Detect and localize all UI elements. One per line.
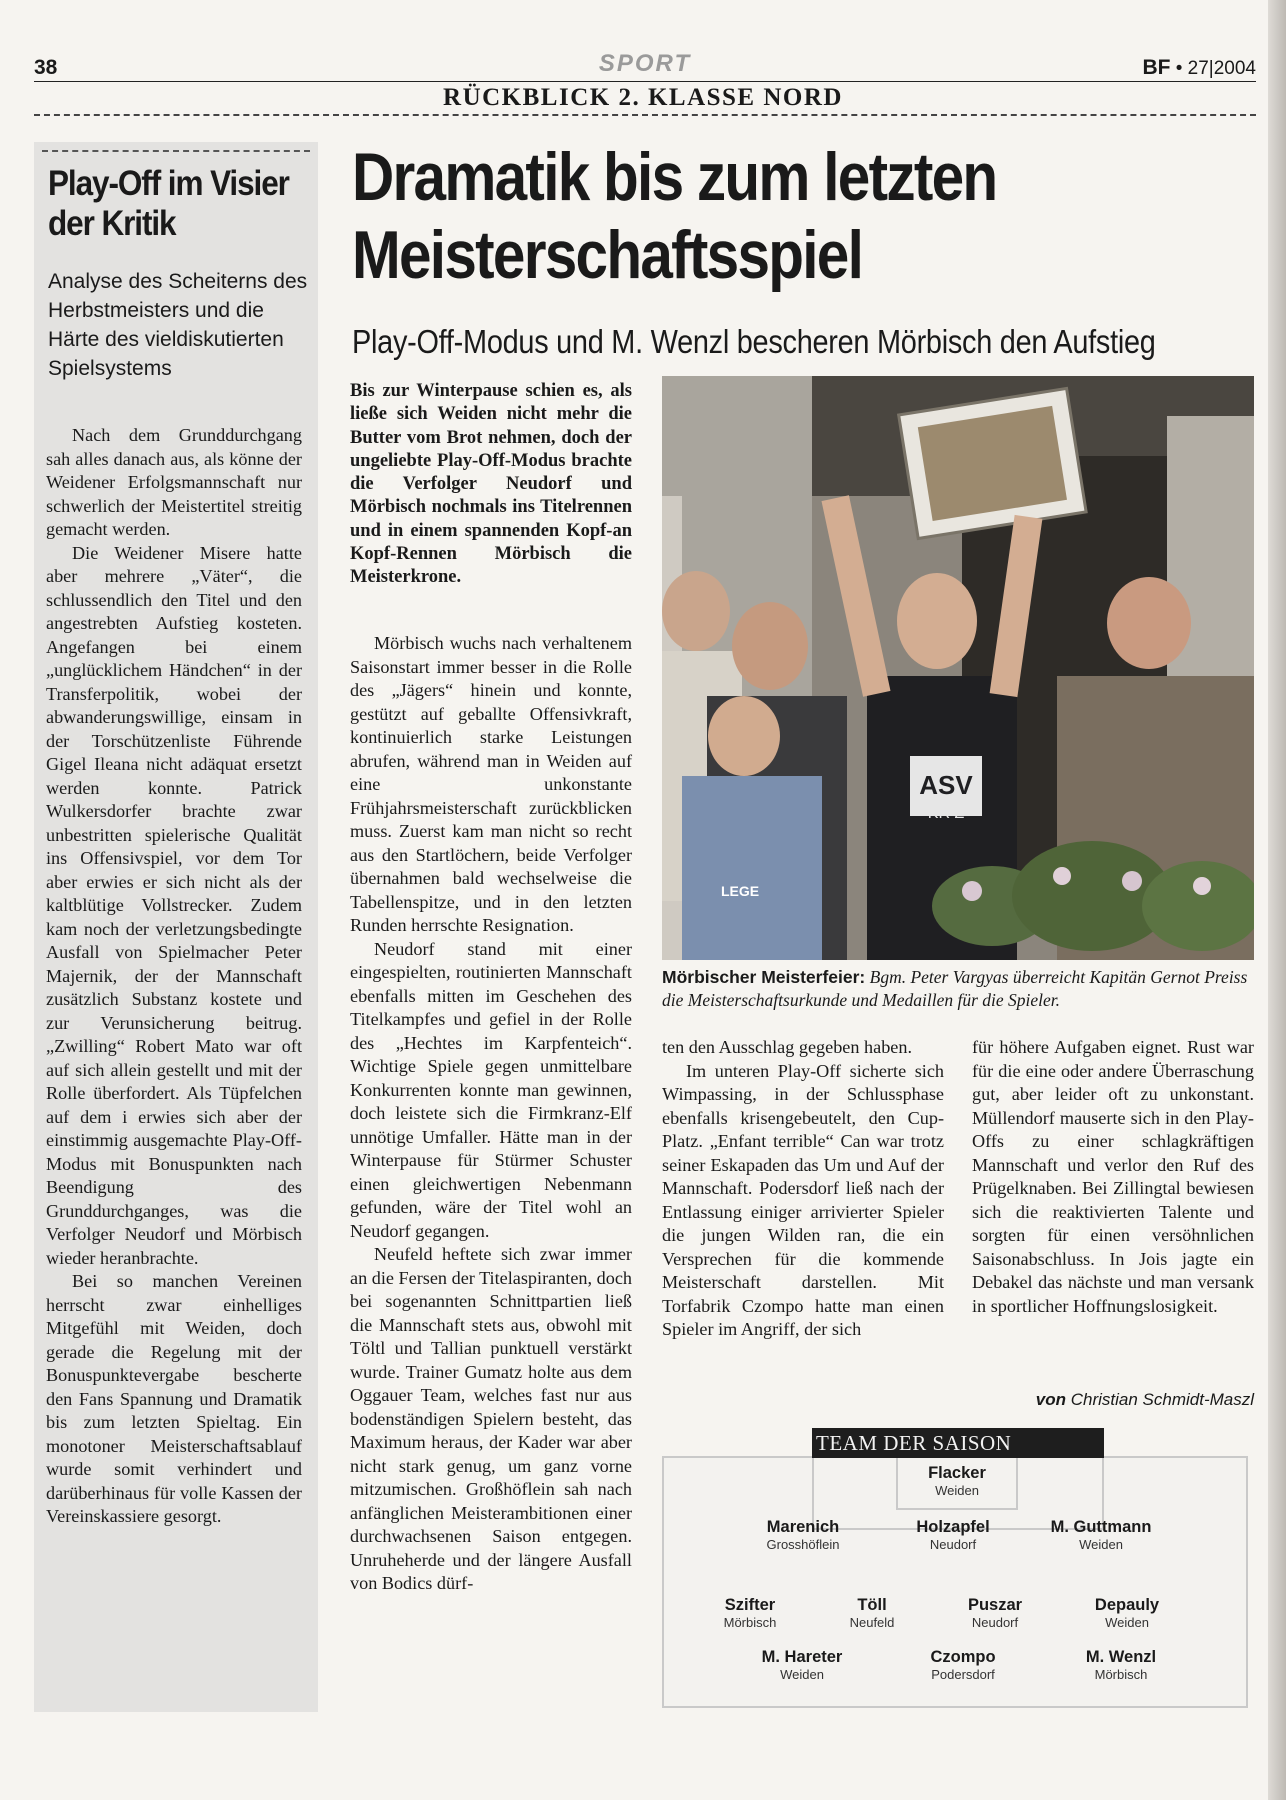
player-name: M. Guttmann [1050,1518,1152,1536]
player-club: Mörbisch [1094,1667,1148,1682]
article-paragraph: ten den Ausschlag gegeben haben. [662,1037,912,1057]
article-column-2 [662,1036,944,1342]
issue-number: 27|2004 [1187,58,1256,79]
caption-bold: Mörbischer Meisterfeier: [662,967,866,987]
article-byline [980,1390,1254,1410]
player-club: Neudorf [971,1615,1019,1630]
player-entry [728,1518,878,1553]
player-entry [1046,1648,1196,1683]
photo-caption [662,966,1254,1012]
player-club: Weiden [1079,1537,1123,1552]
sidebar-body [46,424,302,1529]
article-paragraph: Mörbisch wuchs nach verhaltenem Saisonstart immer besser in die Rolle des „Jägers“ hinein und konnte, gestützt auf geballte Offensivkraft, kontinuierlich starke Leistungen abrufen, während man in Weiden auf eine unkonstante Frühjahrsmeisterschaft zurückblicken muss. Zuerst kam man nicht so recht aus den Startlöchern, beide Verfolger übernahmen bald wechselweise die Tabellenspitze, und in den letzten Runden herrschte Resignation. [350,633,632,935]
sidebar-dashed-rule [42,150,310,152]
player-entry [1026,1518,1176,1553]
player-name: Holzapfel [916,1518,990,1536]
sidebar-paragraph: Nach dem Grunddurchgang sah alles danach aus, als könne der Weidener Erfolgsmannschaft nur schwerlich der Meistertitel streitig gemacht werden. [46,425,302,539]
article-paragraph: für höhere Aufgaben eignet. Rust war für die eine oder andere Überraschung gut, aber leider oft zu unkonstant. Müllendorf mauserte sich in den Play-Offs zu einer schlagkräftigen Mannschaft und verlor den Ruf des Prügelknaben. Bei Zillingtal bewiesen sich die reaktivierten Talente und sorgten für einen versöhnlichen Saisonabschluss. In Jois jagte ein Debakel das nächste und man versank in sportlicher Hoffnungslosigkeit. [972,1037,1254,1316]
player-club: Neudorf [929,1537,977,1552]
player-entry [888,1648,1038,1683]
player-name: Depauly [1094,1596,1160,1614]
player-entry [727,1648,877,1683]
page-edge-shadow [1268,0,1286,1800]
sidebar-title: Play-Off im Visier der Kritik [48,164,289,243]
byline-author: Christian Schmidt-Maszl [1070,1390,1254,1409]
publication-issue: BF • 27|2004 [1142,56,1256,79]
publication-name: BF [1142,56,1171,79]
article-subheadline: Play-Off-Modus und M. Wenzl bescheren Mörbisch den Aufstieg [352,323,1156,360]
section-name: SPORT [598,50,692,77]
sidebar-paragraph: Bei so manchen Vereinen herrscht zwar einhelliges Mitgefühl mit Weiden, doch gerade die Regelung mit der Bonuspunktevergabe bescherte den Fans Spannung und Dramatik bis zum letzten Spieltag. Ein monotoner Meisterschaftsablauf wurde somit verhindert und darüberhinaus für volle Kassen der Vereinskassiere gesorgt. [46,1271,302,1526]
article-lead: Bis zur Winterpause schien es, als ließe sich Weiden nicht mehr die Butter vom Brot nehmen, doch der ungeliebte Play-Off-Modus brachte die Verfolger Neudorf und Mörbisch nochmals ins Titelrennen und in einem spannenden Kopf-an Kopf-Rennen Mörbisch die Meisterkrone. [350,381,632,588]
article-paragraph: Im unteren Play-Off sicherte sich Wimpassing, in der Schlussphase ebenfalls krisengebeutelt, den Cup-Platz. „Enfant terrible“ Can war trotz seiner Eskapaden das Um und Auf der Mannschaft. Podersdorf ließ nach der Entlassung einiger arrivierter Spieler die jungen Wilden ran, die ein Versprechen für die kommende Meisterschaft darstellen. Mit Torfabrik Czompo hatte man einen Spieler im Angriff, der sich [662,1060,944,1339]
player-entry [882,1464,1032,1499]
team-of-season-title: TEAM DER SAISON [812,1428,1104,1458]
player-entry [920,1596,1070,1631]
header-rule [34,81,1256,82]
article-paragraph: Neudorf stand mit einer eingespielten, routinierten Mannschaft ebenfalls mitten im Geschehen des Titelkampfes und gefiel in der Rolle des „Hechtes im Karpfenteich“. Wichtige Spiele gegen unmittelbare Konkurrenten konnte man gewinnen, doch leistete sich die Firmkranz-Elf unnötige Umfaller. Hätte man in der Winterpause für Stürmer Schuster einen gleichwertigen Nebenmann gefunden, wäre der Titel wohl an Neudorf gegangen. [350,938,632,1241]
player-club: Weiden [935,1483,979,1498]
player-name: Szifter [724,1596,776,1614]
celebration-photo [662,376,1254,960]
article-column-1 [350,632,632,1596]
shirt-logo: ASV [919,770,973,800]
player-club: Podersdorf [931,1667,995,1682]
player-name: Töll [857,1596,887,1614]
kid-shirt-text: LEGE [720,883,760,899]
player-entry [1052,1596,1202,1631]
player-entry [878,1518,1028,1553]
player-name: M. Hareter [761,1648,843,1666]
player-name: Marenich [766,1518,840,1536]
player-club: Mörbisch [723,1615,777,1630]
player-name: Czompo [930,1648,996,1666]
player-name: Puszar [967,1596,1023,1614]
player-club: Grosshöflein [766,1537,840,1552]
page-number: 38 [34,56,58,79]
header-dashed-rule [34,114,1256,116]
article-column-3 [972,1036,1254,1318]
photo-illustration [662,376,1254,960]
player-club: Neufeld [849,1615,895,1630]
sidebar-subtitle: Analyse des Scheiterns des Herbstmeisters und die Härte des vieldiskutierten Spielsystems [48,270,308,380]
shirt-logo-sub: KR Z [927,805,965,822]
player-name: M. Wenzl [1085,1648,1157,1666]
article-paragraph: Neufeld heftete sich zwar immer an die Fersen der Titelaspiranten, doch bei sogenannten Schnittpartien ließ die Mannschaft stets aus, obwohl mit Töltl und Tallian punktuell verstärkt wurde. Trainer Gumatz holte aus dem Oggauer Team, welches fast nur aus bodenständigen Spielern besteht, das Maximum heraus, der Kader war aber nicht stark genug, um ganz vorne mitzumischen. Großhöflein sah nach anfänglichen Meisterambitionen einer durchwachsenen Saison entgegen. Unruheherde und der längere Ausfall von Bodics dürf- [350,1244,632,1593]
player-club: Weiden [780,1667,824,1682]
subsection-title: RÜCKBLICK 2. KLASSE NORD [443,84,843,111]
byline-prefix: von [1035,1390,1066,1409]
caption-text: Bgm. Peter Vargyas überreicht Kapitän Gernot Preiss die Meisterschaftsurkunde und Medaillen für die Spieler. [662,967,1248,1010]
sidebar-paragraph: Die Weidener Misere hatte aber mehrere „Väter“, die schlussendlich den Titel und den angestrebten Aufstieg kosteten. Angefangen bei einem „unglücklichem Händchen“ in der Transferpolitik, wobei der abwanderungswillige, einsam in der Torschützenliste Führende Gigel Ileana nicht adäquat ersetzt werden konnte. Patrick Wulkersdorfer brachte zwar unbestritten spielerische Qualität ins Offensivspiel, vor dem Tor aber erwies er sich nicht als der kaltblütige Vollstrecker. Zudem kam noch der verletzungsbedingte Ausfall von Spielmacher Peter Majernik, der der Mannschaft zusätzlich Substanz kostete und zur Verunsicherung beitrug. „Zwilling“ Robert Mato war oft auf sich allein gestellt und mit der Rolle überfordert. Als Tüpfelchen auf dem i erwies sich aber der einstimmig ausgemachte Play-Off-Modus mit Bonuspunkten nach Beendigung des Grunddurchganges, was die Verfolger Neudorf und Mörbisch wieder heranbrachte. [46,542,302,1268]
article-headline: Dramatik bis zum letzten Meisterschaftsspiel [352,139,997,293]
player-club: Weiden [1105,1615,1149,1630]
player-name: Flacker [928,1464,986,1482]
